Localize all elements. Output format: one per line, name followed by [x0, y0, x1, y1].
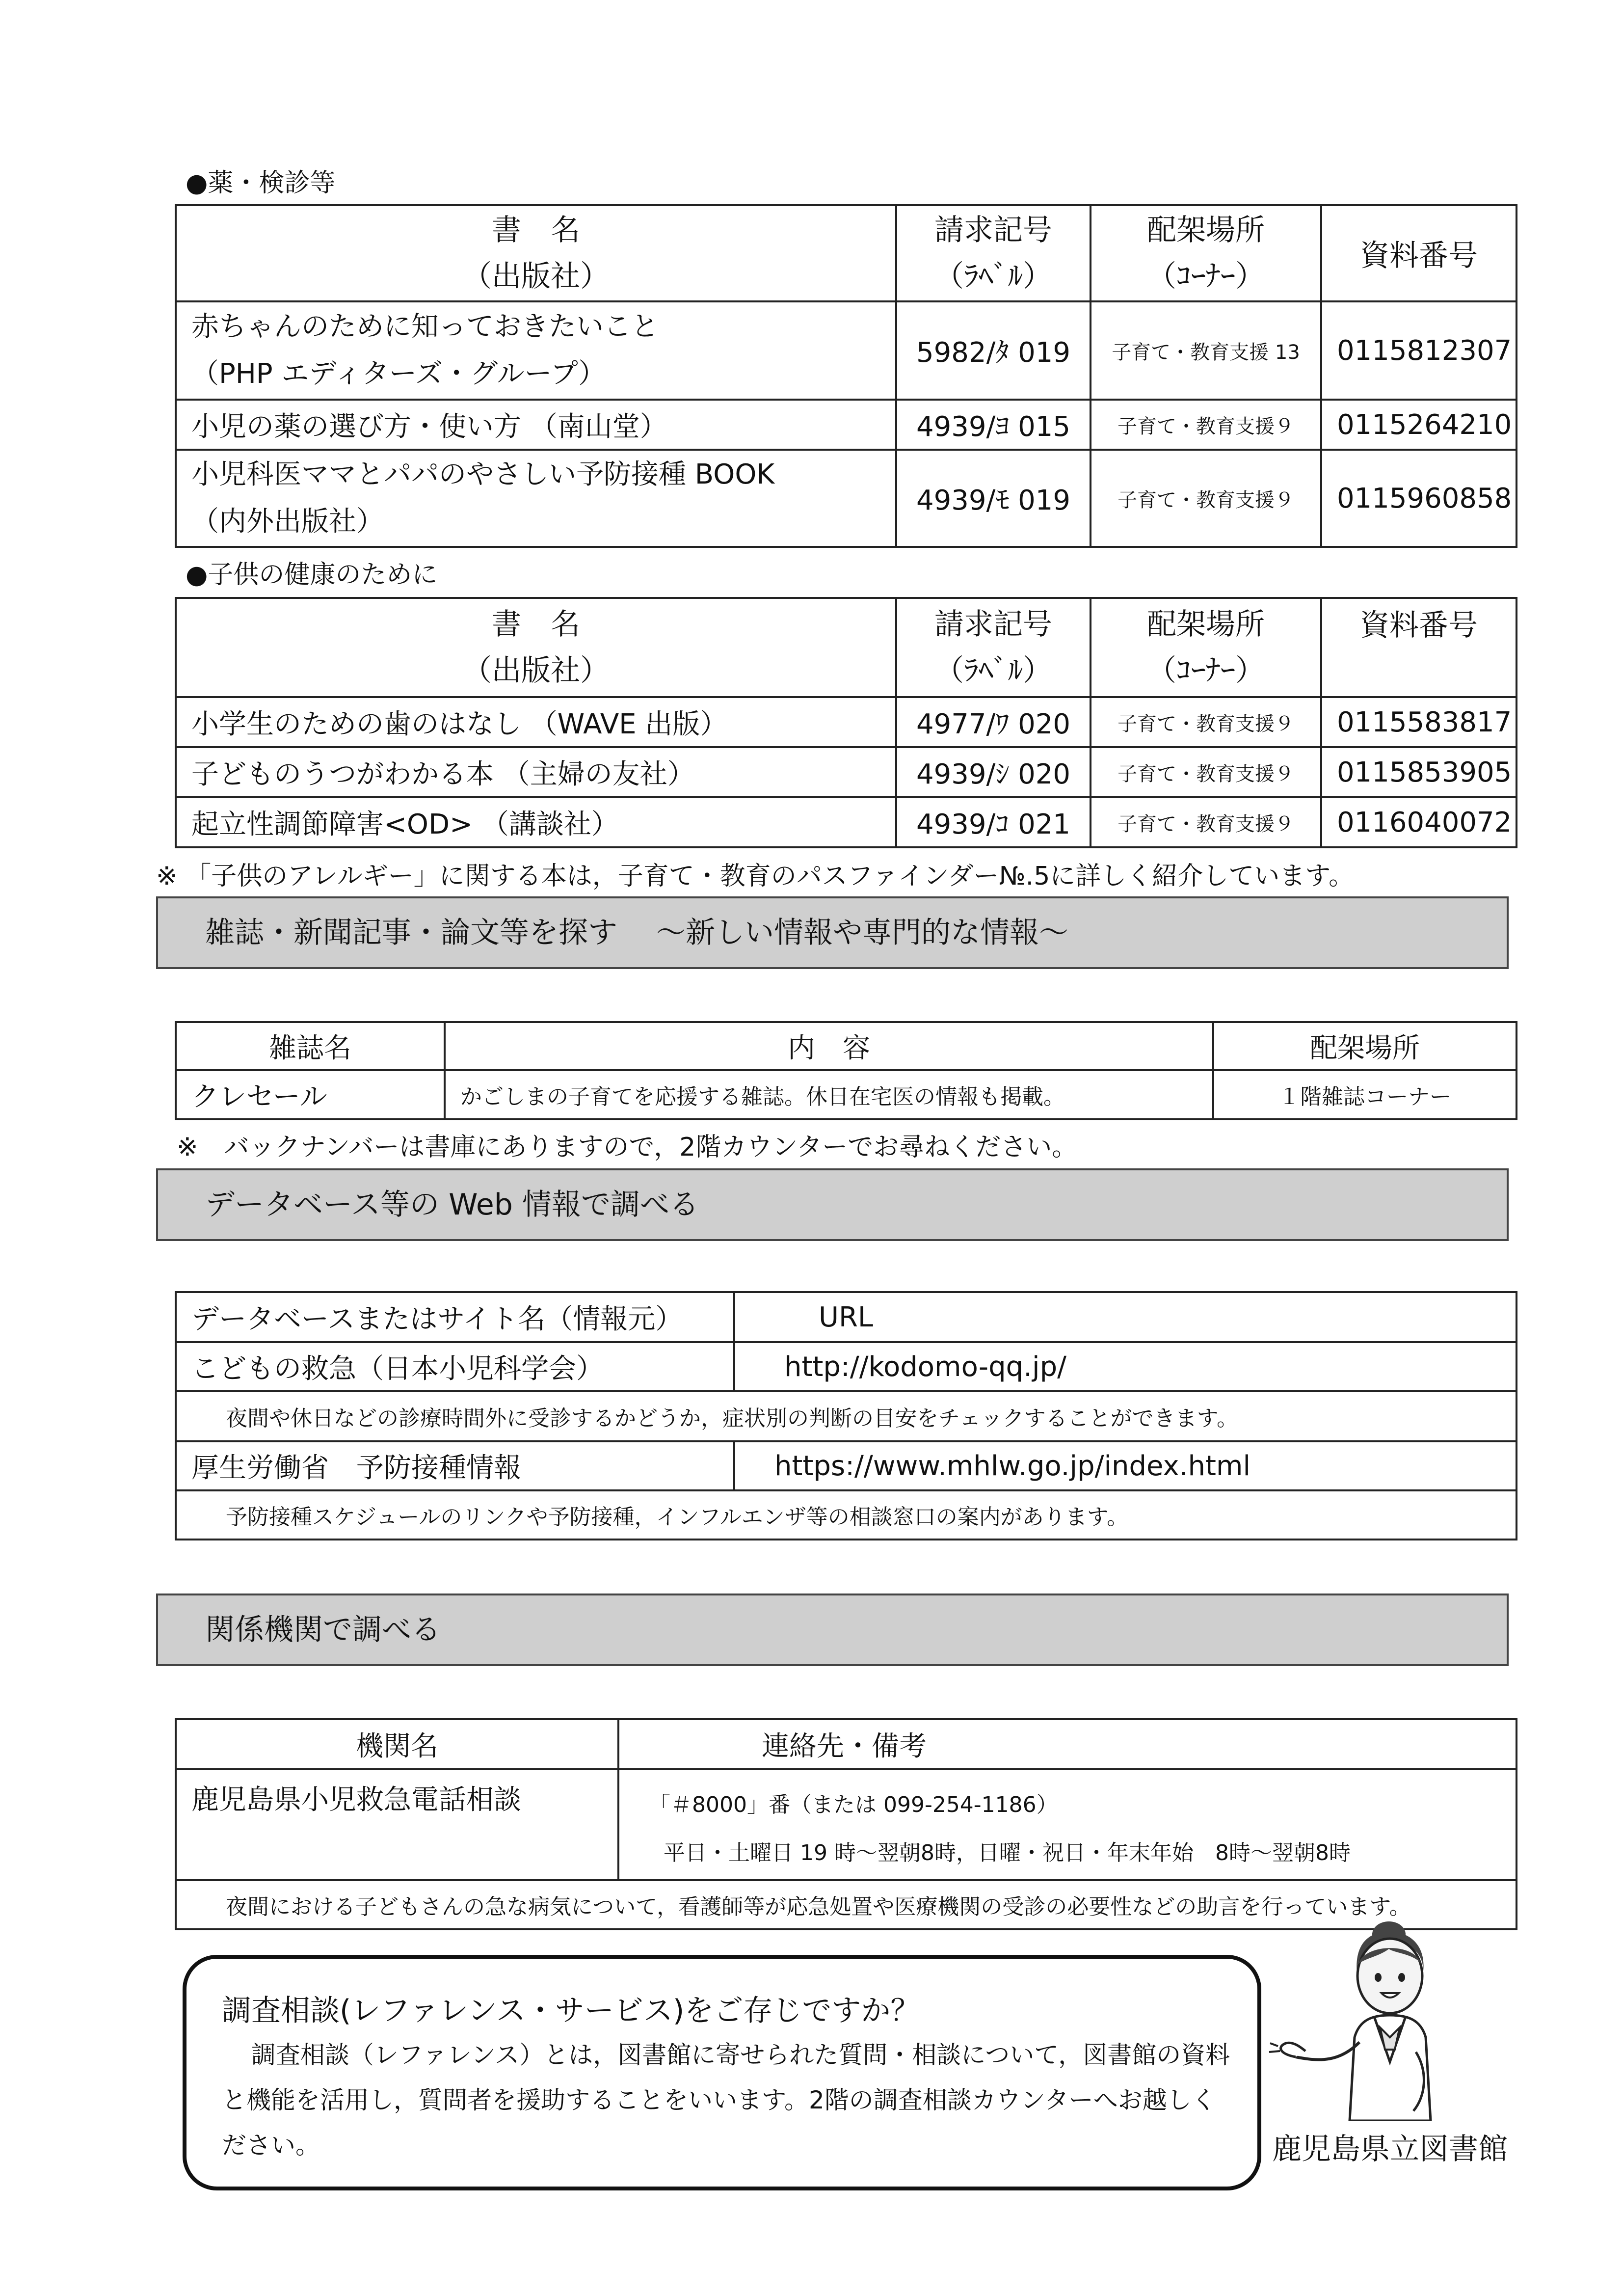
table-row	[176, 400, 1517, 450]
table-row	[176, 747, 1517, 797]
org-phone: 「＃8000」番（または 099-254-1186）	[649, 1792, 1058, 1817]
book-publisher: （PHP エディターズ・グループ）	[191, 358, 606, 390]
call-no: 4939/ｺ 021	[896, 797, 1091, 847]
header-publisher: （出版社）	[462, 653, 610, 688]
material-no: 0115812307	[1321, 301, 1517, 400]
location: 子育て・教育支援 13	[1091, 301, 1321, 400]
backnumber-note: ※ バックナンバーは書庫にありますので，2階カウンターでお尋ねください。	[177, 1133, 1078, 1162]
header-material-no: 資料番号	[1321, 598, 1517, 697]
table-row	[176, 697, 1517, 747]
table-row	[176, 1070, 1517, 1119]
table-header	[176, 205, 1517, 301]
callout-body: 調査相談（レファレンス）とは，図書館に寄せられた質問・相談について，図書館の資料と機能を活用し，質問者を援助することをいいます。2階の調査相談カウンターへお越しください。	[222, 2041, 1230, 2160]
header-title: 書 名	[492, 213, 580, 247]
book-table-medicine	[175, 204, 1517, 548]
allergy-note: ※ 「子供のアレルギー」に関する本は，子育て・教育のパスファインダー№.5に詳しく紹介しています。	[156, 862, 1355, 891]
call-no: 4939/ﾖ 015	[896, 400, 1091, 450]
book-title: 小学生のための歯のはなし （WAVE 出版）	[176, 697, 896, 747]
material-no: 0115960858	[1321, 450, 1517, 547]
book-title: 小児の薬の選び方・使い方 （南山堂）	[176, 400, 896, 450]
header-call-no-sub: （ﾗﾍﾞﾙ）	[934, 653, 1052, 688]
call-no: 4939/ﾓ 019	[896, 450, 1091, 547]
table-row-description	[176, 1391, 1517, 1441]
table-row	[176, 1441, 1517, 1490]
table-header	[176, 1719, 1517, 1769]
location: 子育て・教育支援９	[1091, 797, 1321, 847]
header-location-sub: （ｺｰﾅｰ）	[1147, 259, 1265, 294]
section-label-health: ●子供の健康のために	[186, 560, 438, 590]
site-description: 夜間や休日などの診療時間外に受診するかどうか，症状別の判断の目安をチェックすることができます。	[176, 1391, 1517, 1441]
book-title: 赤ちゃんのために知っておきたいこと	[191, 311, 659, 343]
site-name: こどもの救急（日本小児科学会）	[176, 1342, 734, 1391]
header-title: 書 名	[492, 607, 580, 642]
call-no: 4939/ｼ 020	[896, 747, 1091, 797]
site-description: 予防接種スケジュールのリンクや予防接種，インフルエンザ等の相談窓口の案内があります。	[176, 1490, 1517, 1540]
location: 子育て・教育支援９	[1091, 450, 1321, 547]
header-contact: 連絡先・備考	[618, 1719, 1517, 1769]
section-label-medicine: ●薬・検診等	[186, 168, 336, 198]
header-content: 内 容	[445, 1022, 1213, 1070]
table-header	[176, 1292, 1517, 1342]
magazine-table	[175, 1021, 1517, 1120]
location: 子育て・教育支援９	[1091, 747, 1321, 797]
call-no: 5982/ﾀ 019	[896, 301, 1091, 400]
header-location-sub: （ｺｰﾅｰ）	[1147, 653, 1265, 688]
header-magazine-name: 雑誌名	[176, 1022, 445, 1070]
header-publisher: （出版社）	[462, 259, 610, 294]
site-name: 厚生労働省 予防接種情報	[176, 1441, 734, 1490]
header-location: 配架場所	[1147, 607, 1265, 642]
material-no: 0115583817	[1321, 697, 1517, 747]
magazine-name: クレセール	[176, 1070, 445, 1119]
header-org-name: 機関名	[176, 1719, 618, 1769]
site-url[interactable]: http://kodomo-qq.jp/	[734, 1342, 1517, 1391]
section-banner-org: 関係機関で調べる	[156, 1594, 1509, 1666]
table-row	[176, 450, 1517, 547]
book-publisher: （内外出版社）	[191, 506, 384, 538]
org-name: 鹿児島県小児救急電話相談	[176, 1769, 618, 1880]
section-banner-web: データベース等の Web 情報で調べる	[156, 1168, 1509, 1241]
header-material-no: 資料番号	[1321, 205, 1517, 301]
header-site-name: データベースまたはサイト名（情報元）	[176, 1292, 734, 1342]
magazine-location: １階雑誌コーナー	[1213, 1070, 1517, 1119]
section-banner-magazine: 雑誌・新聞記事・論文等を探す ～新しい情報や専門的な情報～	[156, 896, 1509, 969]
header-location: 配架場所	[1147, 213, 1265, 247]
header-location: 配架場所	[1213, 1022, 1517, 1070]
book-title: 小児科医ママとパパのやさしい予防接種 BOOK	[191, 459, 775, 490]
table-row	[176, 1769, 1517, 1880]
callout-title: 調査相談(レファレンス・サービス)をご存じですか？	[222, 1994, 920, 2028]
location: 子育て・教育支援９	[1091, 697, 1321, 747]
call-no: 4977/ﾜ 020	[896, 697, 1091, 747]
material-no: 0116040072	[1321, 797, 1517, 847]
header-call-no: 請求記号	[934, 213, 1052, 247]
material-no: 0115264210	[1321, 400, 1517, 450]
table-row	[176, 1342, 1517, 1391]
library-name: 鹿児島県立図書館	[1272, 2132, 1508, 2166]
book-title: 子どものうつがわかる本 （主婦の友社）	[176, 747, 896, 797]
table-row	[176, 797, 1517, 847]
header-call-no-sub: （ﾗﾍﾞﾙ）	[934, 259, 1052, 294]
reference-callout	[183, 1955, 1261, 2190]
header-call-no: 請求記号	[934, 607, 1052, 642]
table-header	[176, 598, 1517, 697]
header-url: URL	[734, 1292, 1517, 1342]
material-no: 0115853905	[1321, 747, 1517, 797]
book-title: 起立性調節障害<OD> （講談社）	[176, 797, 896, 847]
org-table	[175, 1718, 1517, 1930]
librarian-illustration	[1266, 1915, 1497, 2121]
org-description: 夜間における子どもさんの急な病気について，看護師等が応急処置や医療機関の受診の必要性などの助言を行っています。	[176, 1880, 1517, 1929]
magazine-content: かごしまの子育てを応援する雑誌。休日在宅医の情報も掲載。	[445, 1070, 1213, 1119]
table-row-description	[176, 1490, 1517, 1540]
table-row	[176, 301, 1517, 400]
org-hours: 平日・土曜日 19 時～翌朝8時，日曜・祝日・年末年始 8時～翌朝8時	[664, 1840, 1351, 1865]
table-header	[176, 1022, 1517, 1070]
web-table	[175, 1291, 1517, 1540]
book-table-health	[175, 597, 1517, 848]
site-url[interactable]: https://www.mhlw.go.jp/index.html	[734, 1441, 1517, 1490]
location: 子育て・教育支援９	[1091, 400, 1321, 450]
